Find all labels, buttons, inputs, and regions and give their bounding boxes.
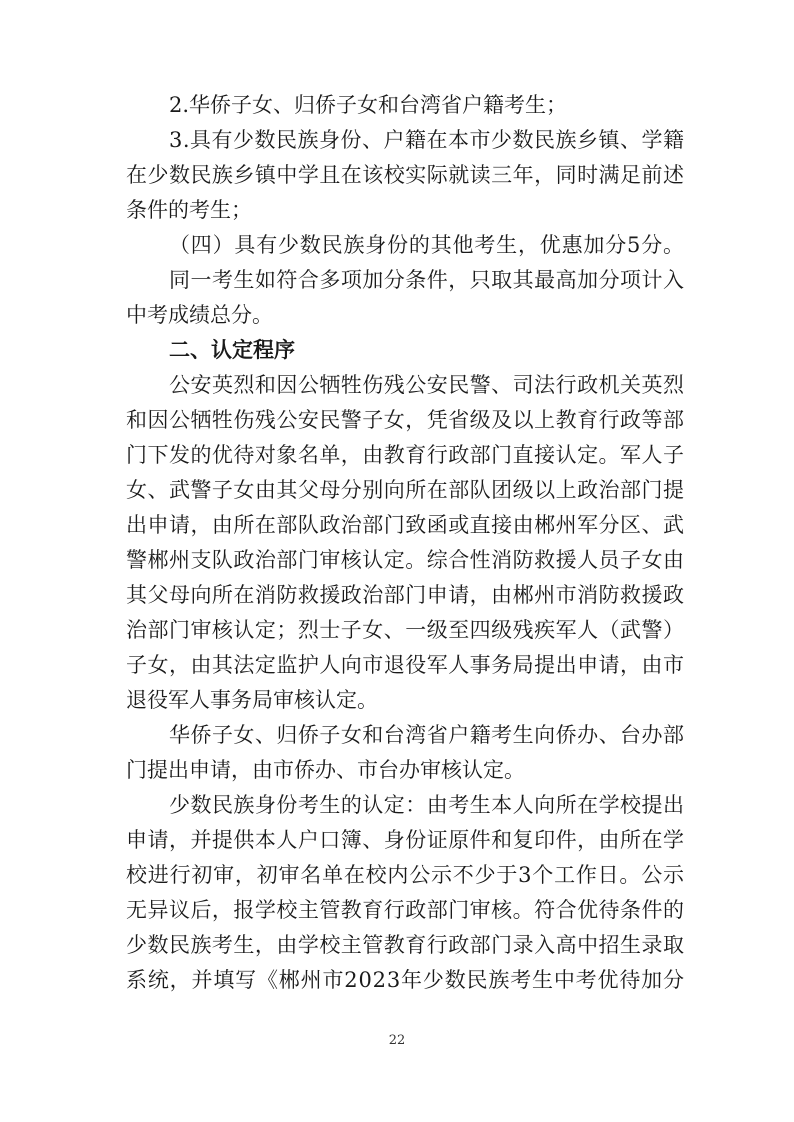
text-line: [0, 718, 794, 752]
line-text: 其父母向所在消防救援政治部门申请，由郴州市消防救援政: [126, 583, 685, 607]
text-line: [0, 228, 794, 262]
text-line: [0, 263, 794, 297]
text-line: [0, 578, 794, 612]
line-text: （四）具有少数民族身份的其他考生，优惠加分5分。: [169, 233, 685, 257]
text-line: [0, 193, 794, 227]
text-line: [0, 858, 794, 892]
line-text: 警郴州支队政治部门审核认定。综合性消防救援人员子女由: [126, 548, 685, 572]
line-text: 校进行初审，初审名单在校内公示不少于3个工作日。公示: [126, 863, 685, 887]
text-line: [0, 158, 794, 192]
text-line: [0, 473, 794, 507]
text-line: [0, 963, 794, 997]
section-heading: [0, 333, 794, 367]
text-line: [0, 788, 794, 822]
line-text: 同一考生如符合多项加分条件，只取其最高加分项计入: [169, 268, 685, 292]
text-line: [0, 753, 794, 787]
text-line: [0, 613, 794, 647]
text-line: [0, 928, 794, 962]
text-line: [0, 683, 794, 717]
line-text: 系统，并填写《郴州市2023年少数民族考生中考优待加分: [126, 968, 685, 992]
text-line: [0, 88, 794, 122]
text-line: [0, 298, 794, 332]
line-text: 治部门审核认定；烈士子女、一级至四级残疾军人（武警）: [126, 618, 685, 642]
text-line: [0, 368, 794, 402]
line-text: 出申请，由所在部队政治部门致函或直接由郴州军分区、武: [126, 513, 685, 537]
text-line: [0, 543, 794, 577]
text-line: [0, 123, 794, 157]
line-text: 公安英烈和因公牺牲伤残公安民警、司法行政机关英烈: [169, 373, 685, 397]
line-text: 子女，由其法定监护人向市退役军人事务局提出申请，由市: [126, 653, 685, 677]
line-text: 少数民族考生，由学校主管教育行政部门录入高中招生录取: [126, 933, 685, 957]
text-line: [0, 823, 794, 857]
text-line: [0, 438, 794, 472]
section-heading-text: 二、认定程序: [169, 338, 295, 362]
text-line: [0, 508, 794, 542]
page-number: 22: [388, 1033, 406, 1048]
line-text: 条件的考生；: [126, 198, 252, 222]
line-text: 申请，并提供本人户口簿、身份证原件和复印件，由所在学: [126, 828, 685, 852]
line-text: 少数民族身份考生的认定：由考生本人向所在学校提出: [169, 793, 685, 817]
text-line: [0, 893, 794, 927]
line-text: 3.具有少数民族身份、户籍在本市少数民族乡镇、学籍: [169, 128, 685, 152]
line-text: 女、武警子女由其父母分别向所在部队团级以上政治部门提: [126, 478, 685, 502]
line-text: 华侨子女、归侨子女和台湾省户籍考生向侨办、台办部: [169, 723, 685, 747]
line-text: 2.华侨子女、归侨子女和台湾省户籍考生；: [169, 93, 568, 117]
text-line: [0, 403, 794, 437]
line-text: 退役军人事务局审核认定。: [126, 688, 378, 712]
line-text: 中考成绩总分。: [126, 303, 273, 327]
line-text: 门下发的优待对象名单，由教育行政部门直接认定。军人子: [126, 443, 685, 467]
line-text: 门提出申请，由市侨办、市台办审核认定。: [126, 758, 525, 782]
line-text: 无异议后，报学校主管教育行政部门审核。符合优待条件的: [126, 898, 685, 922]
line-text: 和因公牺牲伤残公安民警子女，凭省级及以上教育行政等部: [126, 408, 685, 432]
line-text: 在少数民族乡镇中学且在该校实际就读三年，同时满足前述: [126, 163, 685, 187]
text-line: [0, 648, 794, 682]
